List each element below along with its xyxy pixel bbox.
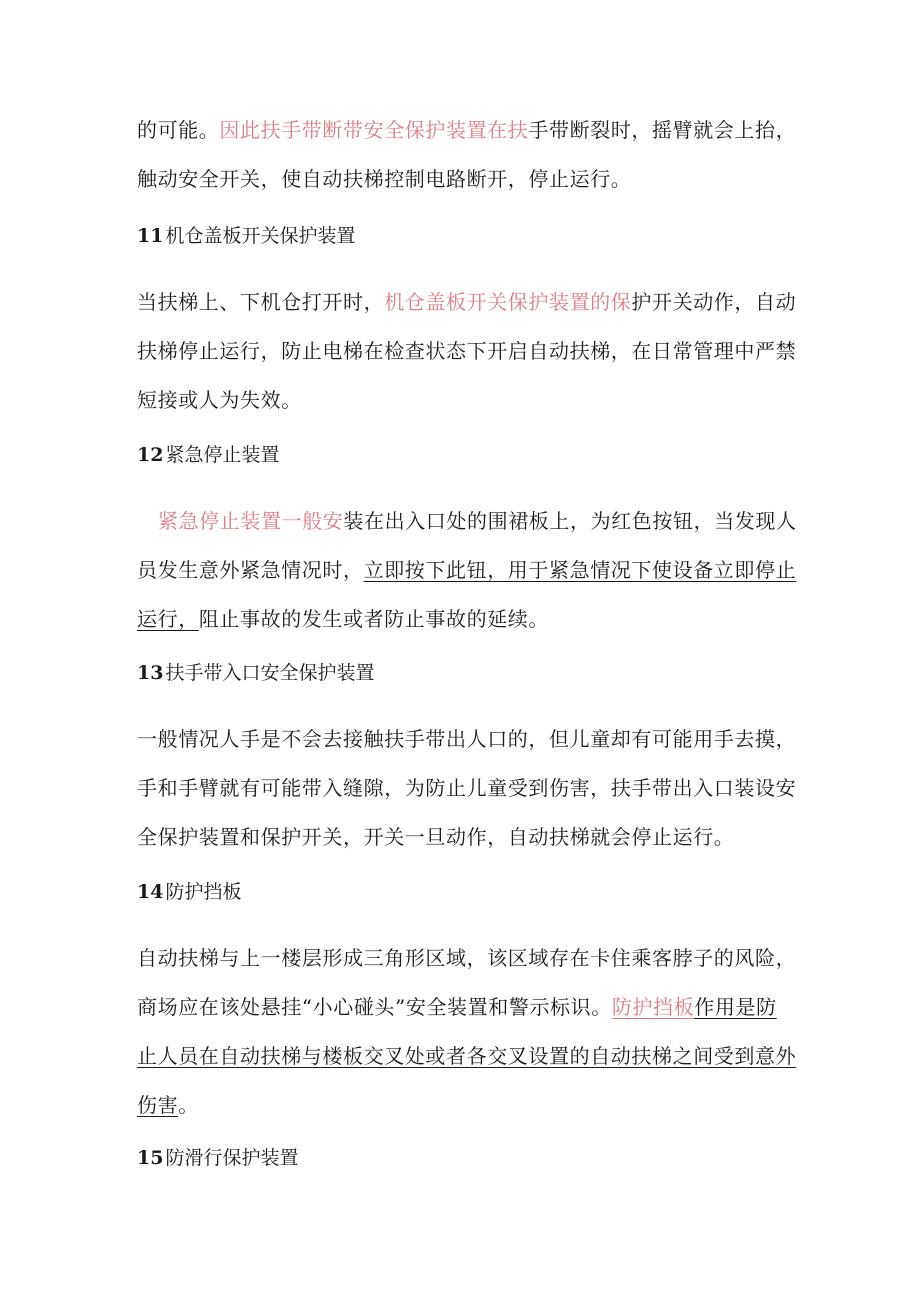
paragraph-line — [137, 774, 796, 802]
text-run: 手带断裂时，摇臂就会上抬， — [528, 118, 797, 142]
text-run: 护开关动作，自动 — [631, 290, 797, 314]
text-run: 的可能。 — [137, 118, 220, 142]
underlined-text: 作用是防 — [694, 995, 777, 1019]
underlined-text: 伤害 — [137, 1093, 179, 1117]
paragraph-line — [137, 165, 631, 193]
highlighted-text: 紧急停止装置一般安 — [158, 509, 344, 533]
section-title: 机仓盖板开关保护装置 — [165, 225, 356, 247]
underlined-text: 运行， — [137, 607, 199, 631]
text-run: 装在出入口处的围裙板上，为红色按钮，当发现人 — [343, 509, 797, 533]
paragraph-line — [137, 1042, 796, 1070]
text-run: 。 — [178, 1093, 199, 1117]
text-run: 扶梯停止运行，防止电梯在检查状态下开启自动扶梯，在日常管理中严禁 — [137, 339, 797, 363]
paragraph-line — [137, 288, 796, 316]
section-number: 12 — [137, 444, 164, 466]
paragraph-line — [137, 944, 796, 972]
text-run: 自动扶梯与上一楼层形成三角形区域，该区域存在卡住乘客脖子的风险， — [137, 946, 797, 970]
section-title: 扶手带入口安全保护装置 — [165, 662, 375, 684]
paragraph-line — [137, 605, 549, 633]
section-title: 防护挡板 — [165, 881, 242, 903]
text-run: 手和手臂就有可能带入缝隙，为防止儿童受到伤害，扶手带出入口装设安 — [137, 776, 797, 800]
section-heading-14 — [137, 878, 241, 906]
paragraph-line — [158, 507, 797, 535]
paragraph-line — [137, 823, 734, 851]
paragraph-line — [137, 556, 796, 584]
text-run: 全保护装置和保护开关，开关一旦动作，自动扶梯就会停止运行。 — [137, 825, 735, 849]
section-heading-13 — [137, 659, 374, 687]
paragraph-line — [137, 725, 796, 753]
highlighted-text: 因此扶手带断带安全保护装置在扶 — [219, 118, 529, 142]
section-heading-11 — [137, 222, 355, 250]
text-run: 商场应在该处悬挂“小心碰头”安全装置和警示标识。 — [137, 995, 612, 1019]
underlined-text: 立即按下此钮，用于紧急情况下使设备立即停止 — [363, 558, 797, 582]
text-run: 短接或人为失效。 — [137, 388, 302, 412]
paragraph-line — [137, 1091, 199, 1119]
text-run: 阻止事故的发生或者防止事故的延续。 — [198, 607, 550, 631]
underlined-text: 止人员在自动扶梯与楼板交叉处或者各交叉设置的自动扶梯之间受到意外 — [137, 1044, 797, 1068]
paragraph-line — [137, 116, 796, 144]
section-number: 15 — [137, 1147, 164, 1169]
text-run: 员发生意外紧急情况时， — [137, 558, 364, 582]
section-number: 13 — [137, 662, 164, 684]
paragraph-line — [137, 993, 777, 1021]
text-run: 一般情况人手是不会去接触扶手带出人口的，但儿童却有可能用手去摸， — [137, 727, 797, 751]
section-number: 14 — [137, 881, 164, 903]
paragraph-line — [137, 386, 302, 414]
section-number: 11 — [137, 225, 164, 247]
text-run: 触动安全开关，使自动扶梯控制电路断开，停止运行。 — [137, 167, 632, 191]
section-title: 紧急停止装置 — [165, 444, 280, 466]
section-title: 防滑行保护装置 — [165, 1147, 299, 1169]
highlighted-text: 机仓盖板开关保护装置的保 — [384, 290, 632, 314]
section-heading-15 — [137, 1144, 298, 1172]
paragraph-line — [137, 337, 796, 365]
highlighted-underlined-text: 防护挡板 — [611, 995, 695, 1019]
section-heading-12 — [137, 441, 279, 469]
text-run: 当扶梯上、下机仓打开时， — [137, 290, 385, 314]
